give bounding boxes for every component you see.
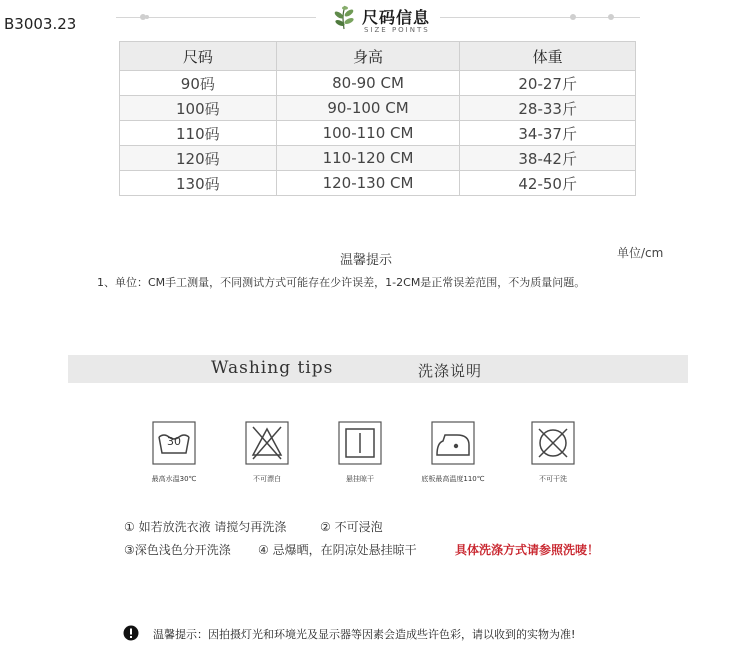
leaf-decoration-icon: [330, 3, 358, 31]
iron-max-temp-icon: [431, 421, 475, 465]
header-dot: [608, 14, 614, 20]
no-bleach-icon: [245, 421, 289, 465]
size-table: [119, 41, 636, 196]
icon-label: 悬挂晾干: [346, 475, 374, 483]
instruction-2: ② 不可浸泡: [320, 520, 383, 534]
footer-warning: 温馨提示：因拍摄灯光和环境光及显示器等因素会造成些许色彩，请以收到的实物为准!: [153, 628, 576, 641]
cell-size: 90码: [120, 71, 277, 96]
cell-size: 120码: [120, 146, 277, 171]
cell-weight: 38-42斤: [460, 146, 636, 171]
washing-title-cn: 洗涤说明: [418, 362, 483, 380]
measurement-note: 1、单位：CM手工测量，不同测试方式可能存在少许误差，1-2CM是正常误差范围，不为质量问题。: [97, 276, 586, 289]
header-dot: [145, 15, 149, 19]
washing-band: [68, 355, 688, 383]
cell-weight: 28-33斤: [460, 96, 636, 121]
icon-label: 底板最高温度110℃: [421, 475, 485, 483]
header-dot: [570, 14, 576, 20]
header-weight: 体重: [460, 42, 636, 71]
table-header-row: [120, 42, 636, 71]
cell-height: 100-110 CM: [276, 121, 460, 146]
header-size: 尺码: [120, 42, 277, 71]
header-height: 身高: [276, 42, 460, 71]
no-dry-clean-icon: [531, 421, 575, 465]
instruction-4: ④ 忌爆晒，在阴凉处悬挂晾干: [258, 543, 417, 557]
hang-dry-icon: [338, 421, 382, 465]
cell-height: 110-120 CM: [276, 146, 460, 171]
cell-weight: 20-27斤: [460, 71, 636, 96]
cell-height: 80-90 CM: [276, 71, 460, 96]
cell-size: 100码: [120, 96, 277, 121]
icon-label: 不可干洗: [539, 475, 567, 483]
instruction-highlight: 具体洗涤方式请参照洗唛！: [455, 543, 600, 557]
tips-title: 温馨提示: [340, 253, 393, 268]
icon-label: 最高水温30℃: [151, 475, 197, 483]
size-subtitle: SIZE POINTS: [364, 26, 430, 34]
unit-label: 单位/cm: [617, 246, 664, 260]
cell-weight: 42-50斤: [460, 171, 636, 196]
table-row: [120, 96, 636, 121]
table-row: [120, 171, 636, 196]
cell-size: 130码: [120, 171, 277, 196]
warning-icon: [123, 625, 139, 641]
icon-label: 不可漂白: [253, 475, 281, 483]
size-title: 尺码信息: [362, 8, 431, 27]
table-row: [120, 71, 636, 96]
table-row: [120, 146, 636, 171]
cell-height: 120-130 CM: [276, 171, 460, 196]
washing-title-en: Washing tips: [211, 358, 334, 378]
water-temp-value: 30: [167, 435, 181, 448]
table-row: [120, 121, 636, 146]
product-code: B3003.23: [4, 15, 77, 33]
instruction-3: ③深色浅色分开洗涤: [124, 543, 231, 557]
cell-size: 110码: [120, 121, 277, 146]
cell-height: 90-100 CM: [276, 96, 460, 121]
cell-weight: 34-37斤: [460, 121, 636, 146]
instruction-1: ① 如若放洗衣液 请搅匀再洗涤: [124, 520, 287, 534]
